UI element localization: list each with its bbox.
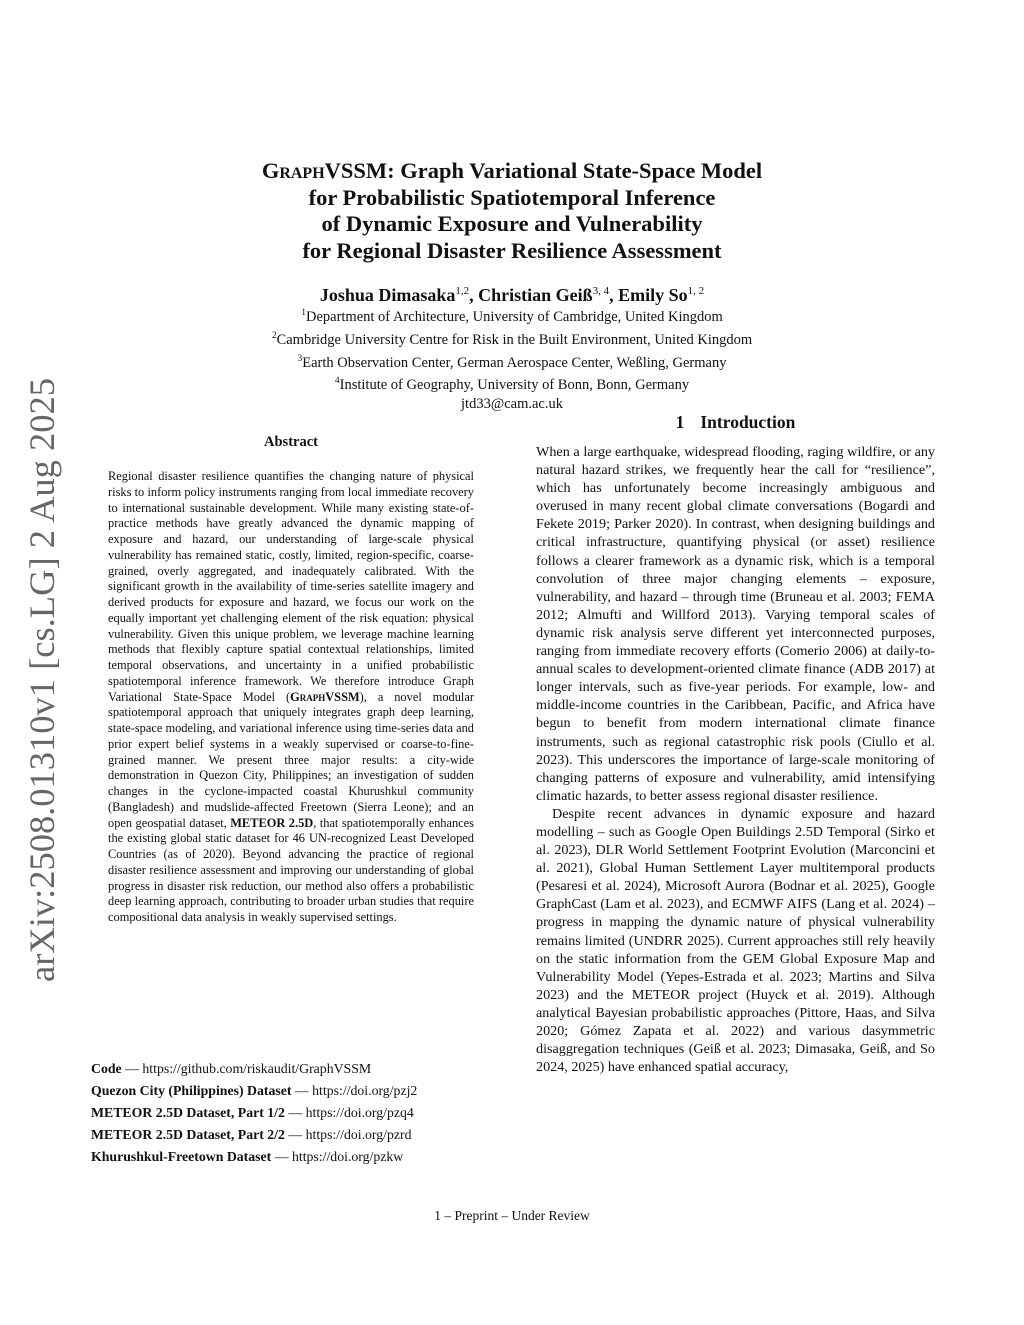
arxiv-stamp — [2, 375, 72, 985]
link-quezon-dataset: Quezon City (Philippines) Dataset — https://doi.org/pzj2 — [91, 1083, 418, 1098]
author-list — [150, 279, 874, 307]
link-meteor-part2: METEOR 2.5D Dataset, Part 2/2 — https://doi.org/pzrd — [91, 1127, 412, 1142]
link-url[interactable]: https://doi.org/pzj2 — [312, 1083, 418, 1098]
author: Joshua Dimasaka$^{1,2}$, — [319, 285, 479, 305]
title-line-3: of Dynamic Exposure and Vulnerability — [321, 211, 703, 236]
link-url[interactable]: https://github.com/riskaudit/GraphVSSM — [142, 1061, 372, 1076]
link-url[interactable]: https://doi.org/pzq4 — [305, 1105, 414, 1120]
author: Christian Geiß$^{3, 4}$, — [478, 285, 619, 305]
paper-title — [150, 158, 874, 264]
abstract-text: Regional disaster resilience quantifies the changing nature of physical risks to inform policy instruments ranging from local immediate recovery to international sustainable development. While many existing state-of-practice methods have greatly advanced the dynamic mapping of exposure and hazard, our understanding of large-scale physical vulnerability has remained static, costly, limited, region-specific, coarse-grained, overly aggregated, and inadequately calibrated. With the significant growth in the availability of time-series satellite imagery and derived products for exposure and hazard, we focus our work on the equally important yet challenging element of the risk equation: physical vulnerability. Given this unique problem, we leverage machine learning methods that flexibly capture spatial contextual relationships, limited temporal observations, and uncertainty in a unified probabilistic spatiotemporal inference framework. We therefore introduce Graph Variational State-Space Model (GraphVSSM), a novel modular spatiotemporal approach that uniquely integrates graph deep learning, state-space modeling, and variational inference using time-series data and prior expert belief systems in a weakly supervised or coarse-to-fine-grained manner. We present three major results: a city-wide demonstration in Quezon City, Philippines; an investigation of sudden changes in the cyclone-impacted coastal Khurushkul community (Bangladesh) and mudslide-affected Freetown (Sierra Leone); and an open geospatial dataset, METEOR 2.5D, that spatiotemporally enhances the existing global static dataset for 46 UN-recognized Least Developed Countries (as of 2020). Beyond advancing the practice of regional disaster resilience assessment and improving our understanding of global progress in disaster risk reduction, our method also offers a probabilistic deep learning approach, contributing to broader urban studies that require compositional data analysis in weakly supervised settings. — [108, 469, 474, 924]
title-line-2: for Probabilistic Spatiotemporal Inference — [308, 184, 716, 210]
section-heading-introduction: 1 Introduction — [675, 412, 796, 432]
page-footer: 1 – Preprint – Under Review — [434, 1208, 590, 1223]
resource-links — [91, 1058, 501, 1168]
author: Emily So$^{1, 2}$ — [618, 285, 705, 305]
link-url[interactable]: https://doi.org/pzrd — [305, 1127, 412, 1142]
link-khurushkul-freetown: Khurushkul-Freetown Dataset — https://doi.org/pzkw — [91, 1149, 404, 1164]
link-code: Code — https://github.com/riskaudit/GraphVSSM — [91, 1061, 372, 1076]
affiliations — [150, 304, 874, 414]
affiliation: $^4$Institute of Geography, University of Bonn, Bonn, Germany — [334, 376, 690, 394]
paragraph: Despite recent advances in dynamic exposure and hazard modelling – such as Google Open Buildings 2.5D Temporal (Sirko et al. 2023), DLR World Settlement Footprint Evolution (Marconcini et al. 2021), Global Human Settlement Layer multitemporal products (Pesaresi et al. 2024), Microsoft Aurora (Bodnar et al. 2025), Google GraphCast (Lam et al. 2023), and ECMWF AIFS (Lang et al. 2024) – progress in mapping the dynamic nature of physical vulnerability remains limited (UNDRR 2025). Current approaches still rely heavily on the static information from the GEM Global Exposure Map and Vulnerability Model (Yepes-Estrada et al. 2023; Martins and Silva 2023) and the METEOR project (Huyck et al. 2019). Although analytical Bayesian probabilistic approaches (Pittore, Haas, and Silva 2020; Gómez Zapata et al. 2022) and various dasymmetric disaggregation techniques (Geiß et al. 2023; Dimasaka, Geiß, and So 2024, 2025) have enhanced spatial accuracy, — [536, 805, 935, 1076]
link-url[interactable]: https://doi.org/pzkw — [291, 1149, 404, 1164]
arxiv-identifier: arXiv:2508.01310v1 [cs.LG] 2 Aug 2025 — [22, 386, 62, 982]
affiliation: $^1$Department of Architecture, University of Cambridge, United Kingdom — [301, 308, 723, 325]
introduction-text — [536, 443, 935, 1076]
link-meteor-part1: METEOR 2.5D Dataset, Part 1/2 — https://doi.org/pzq4 — [91, 1105, 414, 1120]
title-line-1: GraphVSSM: Graph Variational State-Space Model — [261, 158, 763, 183]
affiliation: $^3$Earth Observation Center, German Aerospace Center, Weßling, Germany — [297, 353, 727, 371]
contact-email: jtd33@cam.ac.uk — [461, 396, 563, 413]
abstract-heading: Abstract — [264, 434, 318, 450]
affiliation: $^2$Cambridge University Centre for Risk in the Built Environment, United Kingdom — [271, 330, 753, 348]
title-line-4: for Regional Disaster Resilience Assessment — [302, 237, 722, 263]
paragraph: When a large earthquake, widespread flooding, raging wildfire, or any natural hazard strikes, we frequently hear the call for “resilience”, which has unfortunately become increasingly ambiguous and overused in many recent global climate conversations (Bogardi and Fekete 2019; Parker 2020). In contrast, when designing buildings and critical infrastructure, quantifying physical (or asset) resilience follows a clearer framework as a dynamic risk, which is a temporal convolution of three major changing elements – exposure, vulnerability, and hazard – through time (Bruneau et al. 2003; FEMA 2012; Almufti and Willford 2013). Varying temporal scales of dynamic risk analysis serve different yet interconnected purposes, ranging from immediate recovery efforts (Comerio 2006) at daily-to-annual scales to development-oriented climate finance (ADB 2017) at longer intervals, such as five-year periods. For example, low- and middle-income countries in the Caribbean, Pacific, and Africa have begun to benefit from modern international climate finance instruments, such as regional catastrophic risk pools (Ciullo et al. 2023). This underscores the importance of large-scale monitoring of changing patterns of exposure and vulnerability, amid intensifying climatic hazards, to better assess regional disaster resilience. — [536, 444, 935, 804]
